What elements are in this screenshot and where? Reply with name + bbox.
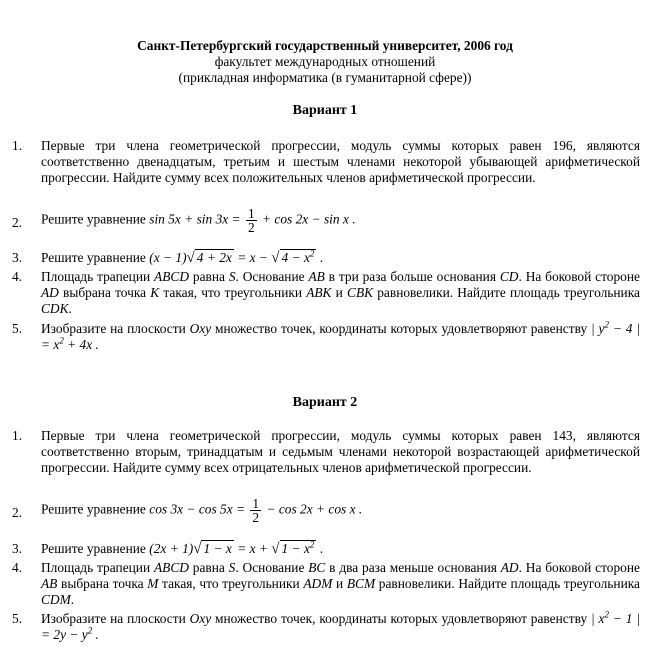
fraction-denominator: 2 (252, 510, 260, 525)
fraction-denominator: 2 (247, 220, 255, 235)
program-line: (прикладная информатика (в гуманитарной сфере)) (178, 70, 472, 85)
variant-2-title: Вариант 2 (292, 395, 358, 410)
radicand (280, 540, 317, 556)
math-var: ADM (303, 576, 333, 591)
math-var: CDK (41, 301, 69, 316)
problem-number: 1. (12, 428, 23, 443)
math-var: AD (41, 285, 59, 300)
problem-equation (41, 250, 640, 266)
equation-part: | y (591, 321, 605, 336)
equation-prefix: (x − 1) (149, 250, 187, 265)
text-run: множество точек, координаты которых удовлетворяют равенству (211, 321, 588, 336)
problem-text (41, 321, 640, 353)
text-run: . (70, 592, 75, 607)
equation-part: . (92, 627, 99, 642)
equation-rhs: − cos 2x + cos x . (266, 501, 363, 517)
math-var: CD (499, 269, 519, 284)
radicand: 4 + 2x (196, 250, 232, 265)
math-var: AB (41, 576, 58, 591)
equation-part: − 4 | = x (41, 321, 640, 352)
faculty-line: факультет международных отношений (214, 54, 436, 69)
problem-text: Первые три члена геометрической прогрессии, модуль суммы которых равен 143, являются соответственно вторым, тринадцатым и седьмым членами некоторой возрастающей арифметической прогрессии. Найдите сумму всех отрицательных членов арифметической прогрессии. (41, 428, 640, 475)
problem-text (41, 611, 640, 643)
problem-number: 5. (12, 321, 23, 336)
math-var: ABK (306, 285, 332, 300)
problem-text (41, 560, 640, 608)
radical-sign: √ (186, 250, 195, 266)
text-run: и (331, 285, 348, 300)
equation-lhs: sin 5x + sin 3x = (149, 211, 241, 227)
math-var: ABCD (153, 560, 189, 575)
equation-label: Решите уравнение (41, 541, 146, 556)
text-run: . Основание (235, 560, 309, 575)
text-run: такая, что треугольники (158, 576, 304, 591)
exponent: 2 (87, 625, 93, 636)
problem-text (41, 269, 640, 317)
problem-equation (41, 541, 640, 557)
math-var: CBK (347, 285, 374, 300)
math-var: BC (308, 560, 326, 575)
equation-part: − 1 | = 2y − y (41, 611, 640, 642)
math-var: Oxy (189, 321, 212, 336)
text-run: равна (189, 269, 229, 284)
text-run: равна (188, 560, 229, 575)
problem-equation (41, 207, 640, 234)
problem-text: Первые три члена геометрической прогрессии, модуль суммы которых равен 196, являются соответственно двенадцатым, третьим и шестым членами некоторой убывающей арифметической прогрессии. Найдите сумму всех положительных членов арифметической прогрессии. (41, 138, 640, 185)
math-var: S (228, 269, 236, 284)
math-var: K (150, 285, 160, 300)
equation-lhs: cos 3x − cos 5x = (149, 501, 246, 517)
fraction-numerator: 1 (247, 206, 255, 221)
equation-middle: = x − (237, 250, 268, 265)
text-run: Площадь трапеции (41, 269, 155, 284)
math-var: AD (500, 560, 519, 575)
exponent: 2 (309, 539, 315, 550)
problem-number: 4. (12, 269, 23, 284)
math-var: Oxy (189, 611, 212, 626)
problem-number: 1. (12, 138, 23, 153)
math-var: ABCD (154, 269, 190, 284)
exponent: 2 (59, 335, 64, 346)
problem-number: 2. (12, 215, 23, 230)
text-run: и (332, 576, 347, 591)
text-run: в два раза меньше основания (325, 560, 501, 575)
problem-number: 2. (12, 505, 23, 520)
radicand-base: 1 − x (281, 541, 310, 556)
exponent: 2 (604, 319, 609, 330)
math-var: S (228, 560, 236, 575)
problem-number: 4. (12, 560, 23, 575)
text-run: равновелики. Найдите площадь треугольника (373, 285, 640, 300)
radical-sign: √ (193, 541, 202, 557)
radicand (280, 249, 317, 265)
problem-number: 5. (12, 611, 23, 626)
equation-label: Решите уравнение (41, 501, 146, 517)
radicand-base: 4 − x (281, 250, 310, 265)
text-run: . Основание (235, 269, 309, 284)
text-run: выбрана точка (58, 285, 151, 300)
text-run: Изобразите на плоскости (41, 611, 190, 626)
fraction (250, 497, 261, 524)
text-run: множество точек, координаты которых удовлетворяют равенству (211, 611, 588, 626)
problem-number: 3. (12, 250, 23, 265)
text-run: выбрана точка (57, 576, 148, 591)
radical-sign: √ (271, 250, 280, 266)
text-run: в три раза больше основания (324, 269, 500, 284)
text-run: . На боковой стороне (518, 560, 640, 575)
fraction (246, 207, 257, 234)
math-var: AB (308, 269, 325, 284)
equation-end: . (319, 250, 324, 265)
equation-part: | x (591, 611, 605, 626)
equation-prefix: (2x + 1) (149, 541, 194, 556)
text-run: такая, что треугольники (159, 285, 307, 300)
variant-1-title: Вариант 1 (292, 103, 358, 118)
problem-number: 3. (12, 541, 23, 556)
equation-label: Решите уравнение (41, 250, 146, 265)
equation-end: . (319, 541, 324, 556)
fraction-numerator: 1 (252, 496, 260, 511)
text-run: . (68, 301, 72, 316)
university-title: Санкт-Петербургский государственный университет, 2006 год (137, 38, 513, 53)
text-run: . На боковой стороне (518, 269, 640, 284)
equation-label: Решите уравнение (41, 211, 146, 227)
equation-part: + 4x . (63, 337, 99, 352)
equation-rhs: + cos 2x − sin x . (262, 211, 356, 227)
exponent: 2 (604, 609, 609, 620)
radical-sign: √ (271, 541, 280, 557)
math-var: BCM (346, 576, 376, 591)
exponent: 2 (309, 248, 315, 259)
text-run: равновелики. Найдите площадь треугольника (375, 576, 640, 591)
equation-middle: = x + (237, 541, 268, 556)
problem-equation (41, 497, 640, 524)
math-var: M (147, 576, 159, 591)
text-run: Изобразите на плоскости (41, 321, 190, 336)
text-run: Площадь трапеции (41, 560, 154, 575)
radicand: 1 − x (203, 541, 232, 556)
math-var: CDM (41, 592, 71, 607)
